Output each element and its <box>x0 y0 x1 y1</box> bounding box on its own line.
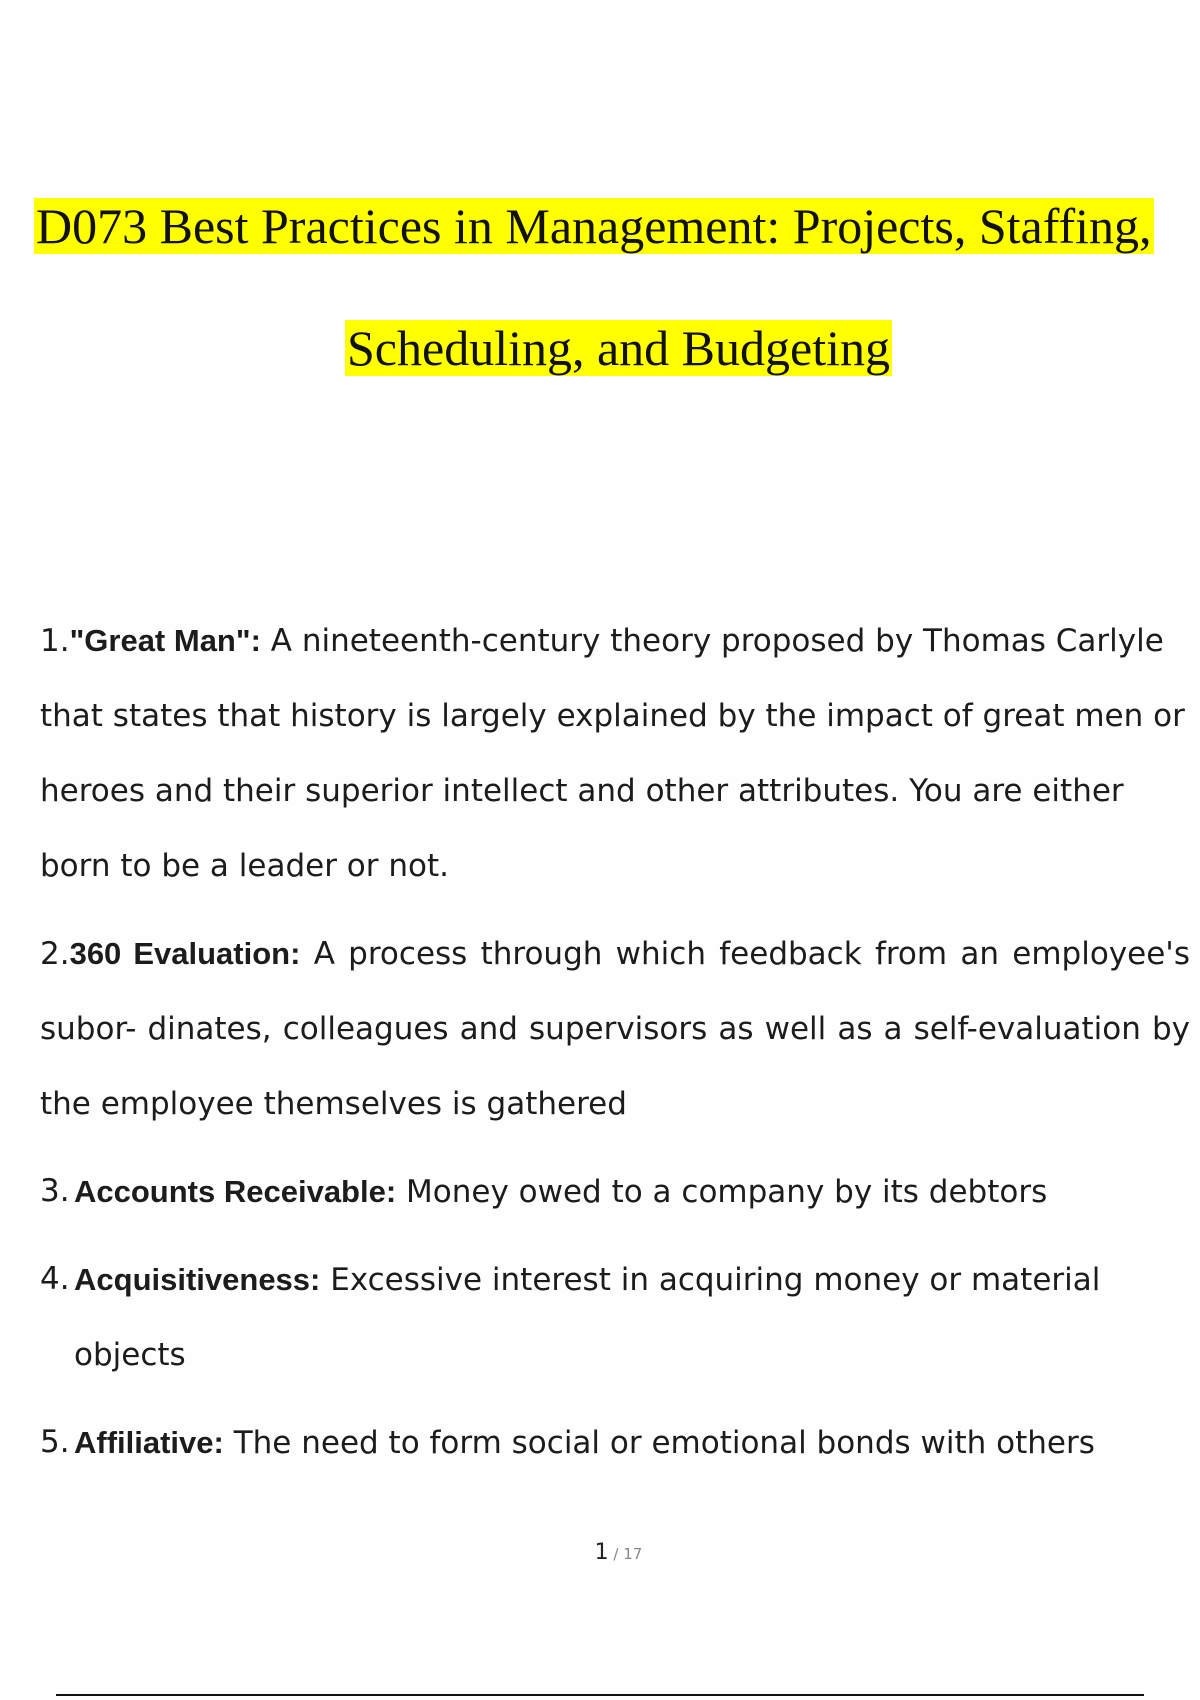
item-term: 360 Evaluation: <box>69 936 301 971</box>
glossary-list <box>40 603 1190 1493</box>
item-number: 5. <box>40 1424 70 1460</box>
item-definition: A nineteenth-century theory proposed by Thomas Carlyle that states that history is largely explained by the impact of great men or heroes and their superior intellect and other attributes. You are either born to be a leader or not. <box>40 623 1185 884</box>
document-title-line-2 <box>0 316 1200 380</box>
glossary-item-great-man <box>40 603 1190 904</box>
item-definition: Money owed to a company by its debtors <box>396 1174 1048 1210</box>
title-highlight-2: Scheduling, and Budgeting <box>347 320 890 376</box>
document-title-line-1 <box>34 194 1154 258</box>
item-number: 4. <box>40 1261 70 1297</box>
item-definition: Excessive interest in acquiring money or material objects <box>74 1262 1101 1373</box>
glossary-item-accounts-receivable <box>40 1154 1190 1230</box>
item-number: 1. <box>40 623 70 659</box>
total-pages: / 17 <box>608 1545 643 1563</box>
item-definition: The need to form social or emotional bonds with others <box>223 1425 1095 1461</box>
item-term: Acquisitiveness: <box>74 1262 321 1297</box>
glossary-item-360-evaluation <box>40 916 1190 1142</box>
item-term: Accounts Receivable: <box>74 1174 397 1209</box>
item-definition: A process through which feedback from an employee's subor- dinates, colleagues and supervisors as well as a self-evaluation by the employee themselves is gathered <box>40 936 1190 1122</box>
item-term: Affiliative: <box>74 1425 224 1460</box>
current-page: 1 <box>594 1540 609 1565</box>
item-number: 3. <box>40 1173 70 1209</box>
title-highlight-1: D073 Best Practices in Management: Projects, Staffing, <box>36 198 1152 254</box>
item-term: "Great Man": <box>69 623 261 658</box>
page-indicator <box>0 1540 1200 1565</box>
glossary-item-affiliative <box>40 1405 1190 1481</box>
item-number: 2. <box>40 936 70 972</box>
glossary-item-acquisitiveness <box>40 1242 1190 1393</box>
footer-divider <box>56 1694 1144 1696</box>
